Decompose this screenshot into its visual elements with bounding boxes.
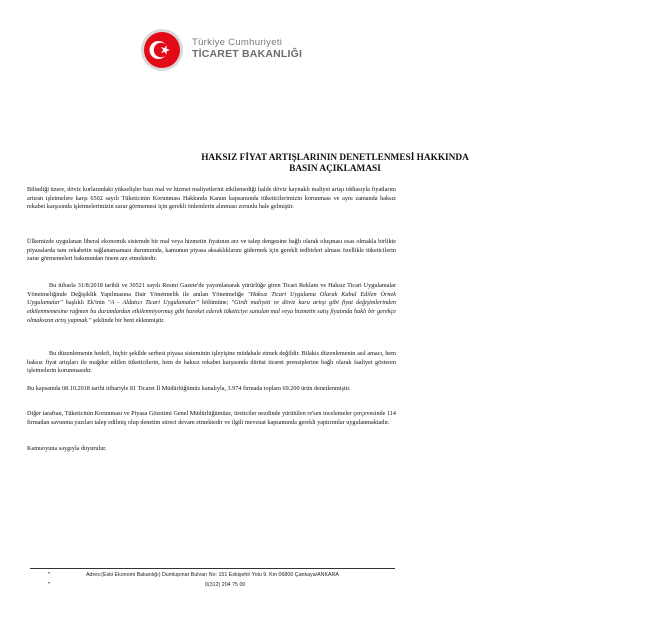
paragraph-6: Diğer taraftan, Tüketicinin Korunması ve Piyasa Gözetimi Genel Müdürlüğümüze, üreticiler nezdinde yürütülen re'sen incelemeler çerçevesinde 114 firmadan savunma yazıları talep edilmiş olup denetim süreci devam etmektedir ve ilgili mevzuat kapsamında gerekli yaptırımlar uygulanmaktadır.: [27, 410, 396, 426]
paragraph-7: Kamuoyuna saygıyla duyurulur.: [27, 445, 107, 452]
paragraph-5: Bu kapsamda 08.10.2018 tarihi itibariyle 81 Ticaret İl Müdürlüğümüz kanalıyla, 3.974 firmada toplam 69.200 ürün denetlenmiştir.: [27, 385, 351, 392]
bullet-icon: •: [48, 571, 51, 577]
paragraph-3-quote-1: "Haksız Ticari Uygulama Olarak Kabul Edilen Örnek Uygulamalar": [27, 290, 396, 307]
footer-phone: 0(312) 204 75 00: [205, 582, 246, 588]
turkish-flag-seal-icon: [140, 28, 184, 72]
document-title-line1: HAKSIZ FİYAT ARTIŞLARININ DENETLENMESİ HAKKINDA: [201, 153, 469, 163]
ministry-name-line1: Türkiye Cumhuriyeti: [192, 37, 283, 48]
paragraph-3-text-c: bölümüne;: [198, 299, 232, 307]
document-title-line2: BASIN AÇIKLAMASI: [289, 164, 381, 174]
ministry-name-line2: TİCARET BAKANLIĞI: [192, 48, 303, 60]
paragraph-3-quote-3: "Girdi maliyeti ve döviz kuru artışı gibi fiyat değişimlerinden etkilenmemesine rağmen bu durumlardan etkilenmiyormuş gibi hareket ederek tüketiciye sunulan mal veya hizmetin satış fiyatında haklı bir gerekçe olmaksızın artış yapmak.": [27, 299, 396, 324]
bullet-icon: •: [48, 581, 51, 587]
paragraph-1: Bilindiği üzere, döviz kurlarındaki yükselişler bazı mal ve hizmet maliyetlerini etkilemediği halde döviz kaynaklı maliyet artışı iddiasıyla fiyatlarını artıran işletmelere karşı 6502 sayılı Tüketicinin Korunması Hakkında Kanun kapsamında tüketicilerimizin korunması ve aynı zamanda haksız rekabet karşısında işletmelerimizin zarar görmemesi için gerekli önlemlerin alınması zorunlu hale gelmiştir.: [27, 186, 396, 211]
paragraph-3-text-b: başlıklı Ek'inin: [62, 299, 108, 307]
paragraph-3-text-d: şeklinde bir bent eklenmiştir.: [91, 316, 165, 324]
paragraph-4: Bu düzenlemenin hedefi, hiçbir şekilde serbest piyasa sisteminin işleyişine müdahale etmek değildir. Bilakis düzenlemenin asıl amacı, hem haksız fiyat artışları ile mağdur edilen tüketicilerin, hem de haksız rekabet karşısında dürüst ticaret prensiplerine bağlı olarak faaliyet gösteren işletmelerin korunmasıdır.: [27, 350, 396, 375]
footer-address: Adres:(Eski Ekonomi Bakanlığı) Dumlupınar Bulvarı No: 151 Eskişehir Yolu 9. Km 06800 Çankaya/ANKARA: [86, 572, 339, 578]
paragraph-3-quote-2: "A - Aldatıcı Ticari Uygulamalar": [107, 299, 199, 307]
paragraph-2: Ülkemizde uygulanan liberal ekonomik sistemde bir mal veya hizmetin fiyatının arz ve talep dengesine bağlı olarak oluşması esas olmakla birlikte piyasalarda tam rekabetin sağlanamaması durumunda, kamunun piyasa aksaklıklarını gidermek için gerekli tedbirleri alması özellikle tüketicilerin zarar görmemeleri bakımından önem arz etmektedir.: [27, 238, 396, 263]
paragraph-3-text-a: Bu itibarla 31/8/2018 tarihli ve 30521 sayılı Resmi Gazete'de yayımlanarak yürürlüğe giren Ticari Reklam ve Haksız Ticari Uygulamalar Yönetmeliğinde Değişiklik Yapılmasına Dair Yönetmelik ile anılan Yönetmeliğe: [27, 282, 396, 298]
ministry-logo: [140, 28, 310, 76]
paragraph-3: [27, 282, 396, 326]
footer-divider: [30, 568, 395, 569]
